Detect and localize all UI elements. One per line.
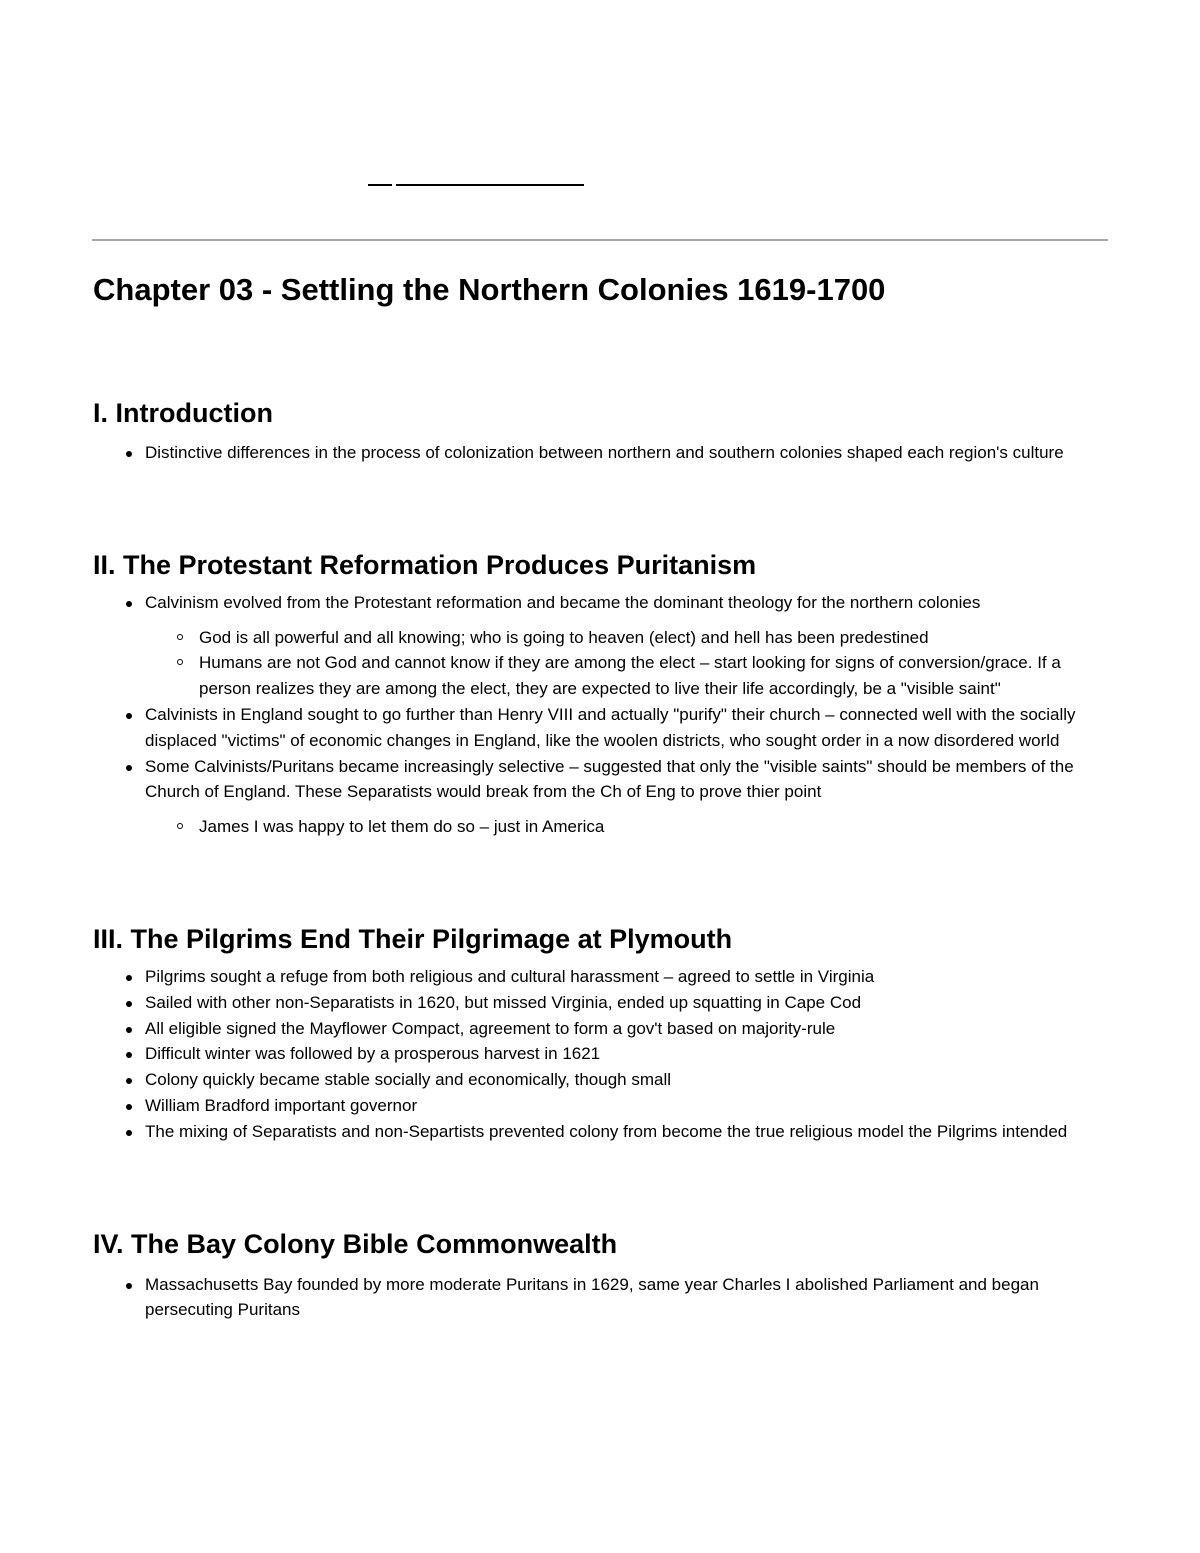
bullet-list [93, 590, 1108, 840]
list-item: Sailed with other non-Separatists in 1620, but missed Virginia, ended up squatting in Cape Cod [93, 990, 1108, 1016]
sub-bullet-list [145, 814, 1108, 840]
sub-list-item: Humans are not God and cannot know if they are among the elect – start looking for signs of conversion/grace. If a person realizes they are among the elect, they are expected to live their life accordingly, be a "visible saint" [145, 650, 1108, 702]
bullet-list [93, 964, 1108, 1145]
section-protestant-reformation [93, 548, 1108, 840]
sub-bullet-list [145, 625, 1108, 702]
section-bay-colony [93, 1227, 1108, 1324]
bullet-list [93, 1272, 1108, 1324]
horizontal-divider [92, 239, 1108, 241]
section-heading: II. The Protestant Reformation Produces Puritanism [93, 549, 757, 580]
page-title: Chapter 03 - Settling the Northern Colonies 1619-1700 [93, 272, 886, 307]
sub-list-item: James I was happy to let them do so – just in America [145, 814, 1108, 840]
section-pilgrims [93, 922, 1108, 1145]
list-item: Distinctive differences in the process of colonization between northern and southern colonies shaped each region's culture [93, 440, 1108, 466]
list-item: William Bradford important governor [93, 1093, 1108, 1119]
list-item: Calvinists in England sought to go further than Henry VIII and actually "purify" their church – connected well with the socially displaced "victims" of economic changes in England, like the woolen districts, who sought order in a now disordered world [93, 702, 1108, 754]
list-item [93, 754, 1108, 840]
header-underline-marks [368, 184, 584, 187]
list-item-text: Calvinism evolved from the Protestant reformation and became the dominant theology for the northern colonies [145, 592, 981, 612]
document-body [93, 268, 1108, 1323]
section-introduction [93, 396, 1108, 466]
list-item [93, 590, 1108, 702]
list-item-text: Some Calvinists/Puritans became increasingly selective – suggested that only the "visible saints" should be members of the Church of England. These Separatists would break from the Ch of Eng to prove thier point [145, 756, 1074, 802]
list-item: The mixing of Separatists and non-Separtists prevented colony from become the true religious model the Pilgrims intended [93, 1119, 1108, 1145]
section-heading: IV. The Bay Colony Bible Commonwealth [93, 1228, 618, 1259]
list-item: Difficult winter was followed by a prosperous harvest in 1621 [93, 1041, 1108, 1067]
list-item: All eligible signed the Mayflower Compact, agreement to form a gov't based on majority-rule [93, 1016, 1108, 1042]
list-item: Colony quickly became stable socially and economically, though small [93, 1067, 1108, 1093]
section-heading: I. Introduction [93, 398, 273, 428]
long-underline [396, 184, 584, 186]
list-item: Pilgrims sought a refuge from both religious and cultural harassment – agreed to settle in Virginia [93, 964, 1108, 990]
list-item: Massachusetts Bay founded by more moderate Puritans in 1629, same year Charles I abolished Parliament and began persecuting Puritans [93, 1272, 1108, 1324]
short-underline [368, 184, 392, 186]
bullet-list [93, 440, 1108, 466]
section-heading: III. The Pilgrims End Their Pilgrimage at Plymouth [93, 923, 733, 954]
sub-list-item: God is all powerful and all knowing; who is going to heaven (elect) and hell has been predestined [145, 625, 1108, 651]
